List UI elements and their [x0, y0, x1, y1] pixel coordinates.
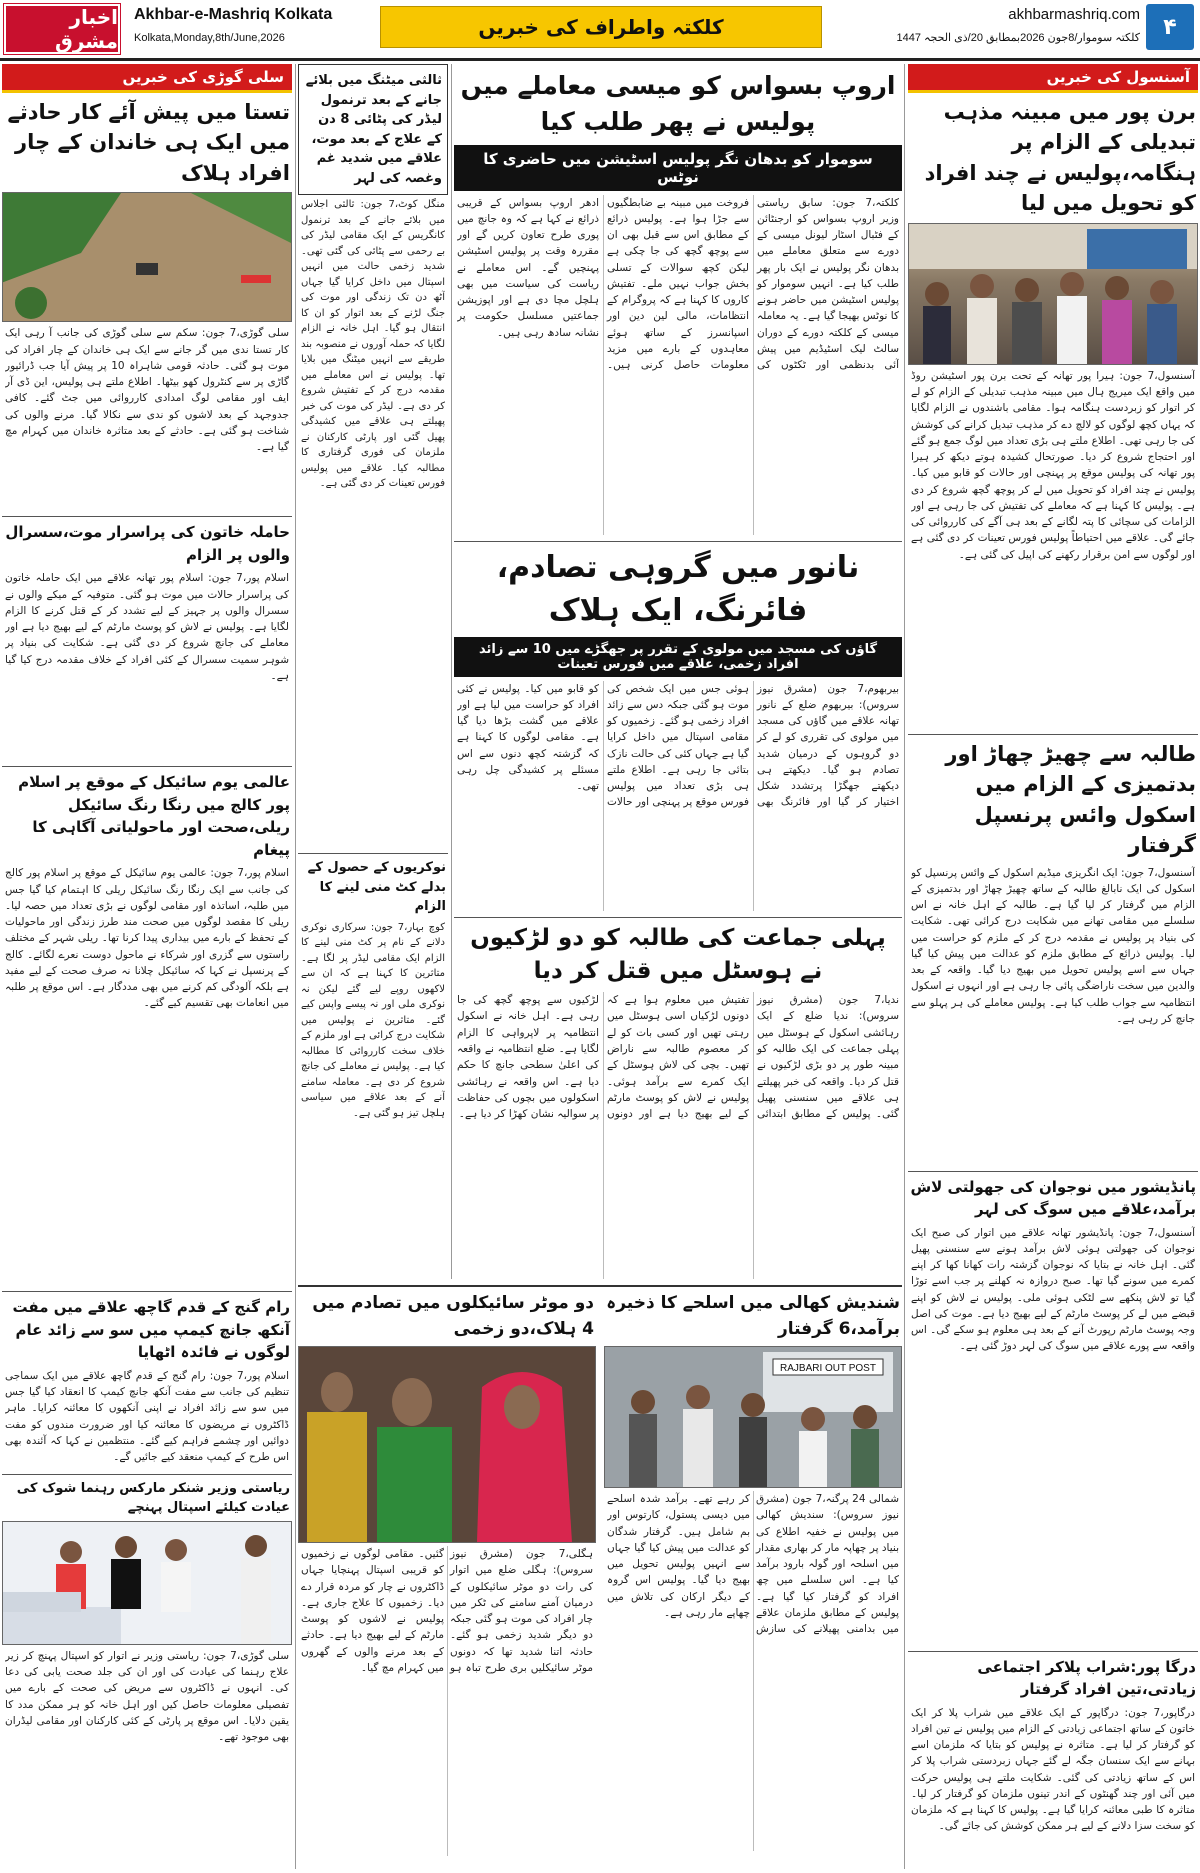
divider	[908, 1171, 1198, 1172]
article-body: آسنسول،7 جون: ایک انگریزی میڈیم اسکول کے وائس پرنسپل کو اسکول کی ایک نابالغ طالبہ کے ساتھ چھیڑ چھاڑ اور بدتمیزی کے الزام میں گرفتار کر لیا گیا ہے۔ طالبہ کے اہل خانہ نے اس سلسلے میں مقامی تھانے میں شکایت درج کرائی تھی۔ شکایت کی بنیاد پر پولیس نے مقدمہ درج کر کے ملزم کو حراست میں لیا۔ پولیس ذرائع کے مطابق ملزم کو عدالت میں پیش کیا گیا جہاں سے اسے پولیس تحویل میں بھیج دیا گیا۔ واقعہ کے بعد والدین میں سخت ناراضگی پائی جا رہی ہے اور انہوں نے اسکول انتظامیہ سے جواب طلب کیا ہے۔ پولیس معاملے کی ہر پہلو سے جانچ کر رہی ہے۔	[911, 866, 1195, 1025]
main-news-column	[454, 64, 902, 1279]
headline: دو موٹر سائیکلوں میں تصادم میں 4 ہلاک،دو زخمی	[312, 1293, 594, 1339]
news-photo-mourners	[298, 1346, 596, 1543]
band-underline	[908, 90, 1198, 93]
crowd-illustration	[908, 224, 1197, 364]
paper-logo: اخبار مشرق	[4, 4, 120, 54]
headline: ریاستی وزیر شنکر مارکس رہنما شوک کی عیادت کیلئے اسپتال پہنچے	[16, 1480, 290, 1516]
headline: عالمی یوم سائیکل کے موقع پر اسلام پور کالج میں رنگا رنگ سائیکل ریلی،صحت اور ماحولیاتی آگاہی کا پیغام	[18, 773, 290, 859]
article-body: سلی گوڑی،7 جون: ریاستی وزیر نے اتوار کو اسپتال پہنچ کر زیر علاج رہنما کی عیادت کی اور ان کی جلد صحت یابی کی دعا کی۔ انہوں نے ڈاکٹروں سے مریض کی صحت کے بارے میں تفصیلی معلومات حاصل کیں اور اہل خانہ کو ہر ممکن مدد کا یقین دلایا۔ اس موقع پر پارٹی کے کئی کارکنان اور مقامی لیڈران بھی موجود تھے۔	[5, 1649, 289, 1744]
column-divider	[451, 64, 452, 1279]
headline: طالبہ سے چھیڑ چھاڑ اور بدتمیزی کے الزام میں اسکول وائس پرنسپل گرفتار	[945, 741, 1196, 858]
lead-headline: اروپ بسواس کو میسی معاملے میں پولیس نے پھر طلب کیا	[460, 71, 896, 137]
masthead	[0, 0, 1200, 61]
article-body: اسلام پور،7 جون: رام گنج کے قدم گاچھ علاقے میں ایک سماجی تنظیم کی جانب سے مفت آنکھ جانچ کیمپ کا انعقاد کیا گیا جس میں سو سے زائد افراد نے اپنی آنکھوں کا معائنہ کرایا۔ ماہر ڈاکٹروں نے مریضوں کا معائنہ کیا اور ضرورت مندوں کو مفت دوائیں اور چشمے فراہم کیے گئے۔ منتظمین نے کہا کہ آئندہ بھی اس طرح کے کیمپ منعقد کیے جائیں گے۔	[5, 1369, 289, 1464]
divider	[2, 1291, 292, 1292]
divider	[2, 516, 292, 517]
police-outpost-illustration	[604, 1347, 901, 1487]
mourners-illustration	[298, 1347, 595, 1542]
headline: تستا میں پیش آئے کار حادثے میں ایک ہی خاندان کے چار افراد ہلاک	[7, 100, 290, 185]
article-body: سلی گوڑی،7 جون: سکم سے سلی گوڑی کی جانب آ رہی ایک کار تستا ندی میں گر جانے سے ایک ہی خاندان کے چار افراد کی موت ہو گئی۔ حادثہ قومی شاہراہ 10 پر پیش آیا جب ڈرائیور گاڑی پر سے کنٹرول کھو بیٹھا۔ اطلاع ملتے ہی پولیس، این ڈی آر ایف اور مقامی لوگ امدادی کارروائی میں جٹ گئے۔ کافی جدوجہد کے بعد لاشوں کو ندی سے نکالا گیا۔ مرنے والوں کی شناخت ہو گئی ہے۔ حادثے کے بعد متاثرہ خاندان میں کہرام مچ گیا ہے۔	[5, 327, 289, 454]
masthead-left	[134, 6, 364, 44]
news-photo-river	[2, 192, 292, 322]
news-photo-hospital	[2, 1521, 292, 1645]
article-body: اسلام پور،7 جون: عالمی یوم سائیکل کے موقع پر اسلام پور کالج کی جانب سے ایک رنگا رنگ سائیکل ریلی کا اہتمام کیا گیا جس میں طلبہ، اساتذہ اور مقامی لوگوں نے بڑی تعداد میں حصہ لیا۔ ریلی کا مقصد لوگوں میں صحت مند طرز زندگی اور ماحولیات کے تحفظ کے بارے میں بیداری پیدا کرنا تھا۔ ریلی شہر کے مختلف راستوں سے گزری اور شرکاء نے ماحول دوست نعرے لگائے۔ کالج کے پرنسپل نے کہا کہ سائیکل چلانا نہ صرف صحت کے لیے مفید ہے بلکہ آلودگی کم کرنے میں بھی مددگار ہے۔ اس موقع پر طلبہ میں انعامات بھی تقسیم کیے گئے۔	[5, 867, 289, 1010]
news-photo-arrest	[604, 1346, 902, 1488]
headline: رام گنج کے قدم گاچھ علاقے میں مفت آنکھ جانچ کیمپ میں سو سے زائد عام لوگوں نے فائدہ اٹھایا	[12, 1298, 290, 1362]
bottom-news-block	[298, 1285, 902, 1871]
website-link[interactable]: akhbarmashriq.com	[1008, 6, 1140, 23]
urdu-date: کلکتہ سوموار/8جون 2026بمطابق 20/ذی الحجہ 1447	[896, 32, 1140, 44]
article-body: اسلام پور،7 جون: اسلام پور تھانہ علاقے میں ایک حاملہ خاتون کی پراسرار حالات میں موت ہو گئی۔ متوفیہ کے میکے والوں نے سسرال والوں پر جہیز کے لیے تشدد کر کے قتل کرنے کا الزام لگایا ہے۔ پولیس نے لاش کو پوسٹ مارٹم کے لیے بھیج دیا ہے اور معاملے کی جانچ شروع کر دی گئی ہے۔ شکایت کی بنیاد پر شوہر سمیت سسرال کے کئی افراد کے خلاف مقدمہ درج کیا گیا ہے۔	[5, 572, 289, 682]
article-body: درگاپور،7 جون: درگاپور کے ایک علاقے میں شراب پلا کر ایک خاتون کے ساتھ اجتماعی زیادتی کے الزام میں پولیس نے تین افراد کو گرفتار کر لیا ہے۔ متاثرہ نے پولیس کو بتایا کہ ملزمان اسے بہانے سے ایک سنسان جگہ لے گئے جہاں زبردستی شراب پلا کر اس کے ساتھ زیادتی کی گئی۔ شکایت ملتے ہی پولیس حرکت میں آئی اور چند گھنٹوں کے اندر تینوں ملزمان کو گرفتار کر لیا۔ متاثرہ کا طبی معائنہ کرایا گیا ہے۔ پولیس کا کہنا ہے کہ ملزمان کو سخت سزا دلانے کے لیے ہر ممکن کوشش کی جائے گی۔	[911, 1706, 1195, 1833]
river-illustration	[2, 193, 291, 321]
article-body: کلکتہ،7 جون: سابق ریاستی وزیر اروپ بسواس کو ارجنٹائن کے فٹبال اسٹار لیونل میسی کے دورے سے متعلق معاملے میں بدھان نگر پولیس نے ایک بار پھر طلب کیا ہے۔ انہیں سوموار کو پولیس اسٹیشن میں حاضر ہونے کا نوٹس بھیجا گیا ہے۔ یہ معاملہ میسی کے کلکتہ دورے کے دوران سالٹ لیک اسٹیڈیم میں پیش آئی بدنظمی اور ٹکٹوں کی فروخت میں مبینہ بے ضابطگیوں سے جڑا ہوا ہے۔ پولیس ذرائع کے مطابق اس سے قبل بھی ان سے پوچھ گچھ کی جا چکی ہے لیکن کچھ سوالات کے تسلی بخش جواب نہیں ملے۔ تفتیش کاروں کا کہنا ہے کہ پروگرام کے انتظامات، مالی لین دین اور اسپانسرز کے ساتھ ہوئے معاہدوں کے بارے میں مزید معلومات حاصل کرنی ہیں۔ ادھر اروپ بسواس کے قریبی ذرائع نے کہا ہے کہ وہ جانچ میں پوری طرح تعاون کریں گے اور مقررہ وقت پر پولیس اسٹیشن پہنچیں گے۔ اس معاملے نے ریاست کی سیاست میں بھی ہلچل مچا دی ہے اور اپوزیشن جماعتیں مسلسل حکومت پر نشانہ سادھ رہی ہیں۔	[457, 196, 899, 372]
article-body: شمالی 24 پرگنہ،7 جون (مشرق نیوز سروس): سندیش کھالی میں پولیس نے خفیہ اطلاع کی بنیاد پر چھاپہ مار کر بھاری مقدار میں اسلحہ اور گولہ بارود برآمد کیا ہے۔ اس سلسلے میں چھ افراد کو گرفتار کیا گیا ہے۔ پولیس کے مطابق ملزمان علاقے میں بدامنی پھیلانے کی سازش کر رہے تھے۔ برآمد شدہ اسلحے میں دیسی پستول، کارتوس اور بم شامل ہیں۔ گرفتار شدگان کو عدالت میں پیش کیا گیا جہاں سے انہیں پولیس تحویل میں بھیج دیا گیا۔ پولیس اس گروہ کے دیگر ارکان کی تلاش میں چھاپے مار رہی ہے۔	[607, 1493, 899, 1636]
article-body: کوچ بہار،7 جون: سرکاری نوکری دلانے کے نام پر کٹ منی لینے کا الزام ایک مقامی لیڈر پر لگا ہے۔ متاثرین کا کہنا ہے کہ ان سے لاکھوں روپے لیے گئے لیکن نہ نوکری ملی اور نہ پیسے واپس کیے گئے۔ متاثرین نے پولیس میں شکایت درج کرائی ہے اور ملزم کے خلاف سخت کارروائی کا مطالبہ کیا ہے۔ پولیس نے معاملے کی جانچ شروع کر دی ہے۔ معاملہ سامنے آنے کے بعد علاقے میں سیاسی ہلچل تیز ہو گئی ہے۔	[301, 921, 445, 1119]
headline: پہلی جماعت کی طالبہ کو دو لڑکیوں نے ہوسٹل میں قتل کر دیا	[470, 924, 886, 984]
section-band-asansol: آسنسول کی خبریں	[908, 64, 1198, 90]
band-underline	[2, 90, 292, 93]
headline: نانور میں گروہی تصادم، فائرنگ، ایک ہلاک	[496, 549, 860, 628]
headline: ثالثی میٹنگ میں بلائے جانے کے بعد ترنمول لیڈر کی پٹائی 8 دن کے علاج کے بعد موت، علاقے میں شدید غم وغصہ کی لہر	[305, 73, 442, 186]
subheadline: گاؤں کی مسجد میں مولوی کے تقرر پر جھگڑے میں 10 سے زائد افراد زخمی، علاقے میں فورس تعینات	[454, 637, 902, 677]
section-band-siliguri: سلی گوڑی کی خبریں	[2, 64, 292, 90]
siliguri-news-column	[2, 64, 292, 1869]
divider	[908, 734, 1198, 735]
masthead-right	[840, 6, 1140, 44]
divider	[454, 541, 902, 542]
story-bike-collision	[298, 1287, 596, 1867]
headline: پانڈیشور میں نوجوان کی جھولتی لاش برآمد،علاقے میں سوگ کی لہر	[910, 1177, 1196, 1218]
article-body: منگل کوٹ،7 جون: ثالثی اجلاس میں بلائے جانے کے بعد ترنمول کانگریس کے ایک مقامی لیڈر کی بے رحمی سے پٹائی کی گئی تھی۔ شدید زخمی حالت میں انہیں اسپتال میں داخل کرایا گیا جہاں آٹھ دن تک زندگی اور موت کی جنگ لڑنے کے بعد اتوار کو ان کا انتقال ہو گیا۔ اہل خانہ نے الزام لگایا کہ حملہ آوروں نے منصوبہ بند طریقے سے انہیں میٹنگ میں بلایا تھا۔ پولیس نے اس معاملے میں مقدمہ درج کر کے تفتیش شروع کر دی ہے۔ لیڈر کی موت کی خبر پھیلتے ہی علاقے میں کشیدگی پھیل گئی اور پارٹی کارکنان نے ملزمان کی فوری گرفتاری کا مطالبہ کیا۔ علاقے میں پولیس فورس تعینات کر دی گئی ہے۔	[301, 199, 445, 489]
headline: درگا پور:شراب پلاکر اجتماعی زیادتی،تین افراد گرفتار	[977, 1657, 1196, 1698]
headline: نوکریوں کے حصول کے بدلے کٹ منی لینے کا الزام	[307, 860, 446, 914]
english-date: Kolkata,Monday,8th/June,2026	[134, 32, 285, 44]
story-arms-recovery	[604, 1287, 902, 1867]
page-number-badge: ۴	[1146, 4, 1194, 50]
lead-subheadline: سوموار کو بدھان نگر پولیس اسٹیشن میں حاضری کا نوٹس	[454, 145, 902, 191]
news-photo-crowd	[908, 223, 1198, 365]
hospital-visit-illustration	[2, 1522, 291, 1644]
paper-name: Akhbar-e-Mashriq Kolkata	[134, 6, 333, 23]
headline: حاملہ خاتون کی پراسرار موت،سسرال والوں پر الزام	[5, 523, 290, 564]
column-divider	[295, 64, 296, 1869]
narrow-news-column	[298, 64, 448, 1279]
section-title: کلکتہ واطراف کی خبریں	[380, 6, 822, 48]
divider	[298, 853, 448, 854]
story-box	[298, 64, 448, 195]
divider	[2, 766, 292, 767]
article-body: آسنسول،7 جون: ہیرا پور تھانہ کے تحت برن پور اسٹیشن روڈ میں واقع ایک میریج ہال میں مبینہ مذہب تبدیلی کے الزام کو لے کر اتوار کو زبردست ہنگامہ ہوا۔ مقامی باشندوں نے الزام لگایا کہ یہاں کچھ لوگوں کو لالچ دے کر مذہب تبدیل کرانے کی کوشش کی جا رہی تھی۔ اطلاع ملتے ہی بڑی تعداد میں لوگ جمع ہو گئے اور احتجاج شروع کر دیا۔ صورتحال کشیدہ ہوتے دیکھ کر ہیرا پور تھانہ کی پولیس موقع پر پہنچی اور حالات کو قابو میں کیا۔ پولیس نے چند افراد کو تحویل میں لے کر پوچھ گچھ شروع کر دی ہے۔ پولیس کا کہنا ہے کہ معاملے کی تفتیش کی جا رہی ہے اور الزامات کی سچائی کا پتہ لگانے کے بعد ہی آگے کی کارروائی کی جائے گی۔ علاقے میں احتیاطاً پولیس فورس تعینات کر دی گئی ہے اور لوگوں سے امن برقرار رکھنے کی اپیل کی گئی ہے۔	[911, 369, 1195, 561]
divider	[908, 1651, 1198, 1652]
article-body: بیربھوم،7 جون (مشرق نیوز سروس): بیربھوم ضلع کے نانور تھانہ علاقے میں گاؤں کی مسجد میں مولوی کی تقرری کو لے کر دو گروہوں کے درمیان شدید تصادم ہو گیا۔ دیکھتے ہی دیکھتے جھگڑا پرتشدد شکل اختیار کر گیا اور فائرنگ بھی ہوئی جس میں ایک شخص کی موت ہو گئی جبکہ دس سے زائد افراد زخمی ہو گئے۔ زخمیوں کو مقامی اسپتال میں داخل کرایا گیا ہے جہاں کئی کی حالت نازک بتائی جا رہی ہے۔ اطلاع ملتے ہی بڑی تعداد میں پولیس فورس موقع پر پہنچی اور حالات کو قابو میں کیا۔ پولیس نے کئی افراد کو حراست میں لیا ہے اور علاقے میں گشت بڑھا دیا گیا ہے۔ مقامی لوگوں کا کہنا ہے کہ گزشتہ کچھ دنوں سے اس مسئلے پر کشیدگی چل رہی تھی۔	[457, 682, 899, 809]
outpost-sign-text: RAJBARI OUT POST	[780, 1363, 876, 1374]
divider	[454, 917, 902, 918]
headline: برن پور میں مبینہ مذہب تبدیلی کے الزام پر ہنگامہ،پولیس نے چند افراد کو تحویل میں لیا	[924, 100, 1196, 216]
column-divider	[904, 64, 905, 1869]
article-body: آسنسول،7 جون: پانڈیشور تھانہ علاقے میں اتوار کی صبح ایک نوجوان کی جھولتی ہوئی لاش برآمد ہونے سے سنسنی پھیل گئی۔ اہل خانہ نے بتایا کہ نوجوان گزشتہ رات کھانا کھا کر اپنے کمرے میں سونے گیا تھا۔ صبح دروازہ نہ کھلنے پر جب اسے توڑا گیا تو لاش پنکھے سے لٹکی ہوئی ملی۔ پولیس نے لاش کو اپنے قبضے میں لے کر پوسٹ مارٹم کے لیے بھیج دیا ہے۔ موت کی اصل وجہ پوسٹ مارٹم رپورٹ آنے کے بعد ہی معلوم ہو سکے گی۔ اس واقعہ سے پورے علاقے میں سوگ کی لہر دوڑ گئی ہے۔	[911, 1226, 1195, 1353]
divider	[2, 1474, 292, 1475]
article-body: ہگلی،7 جون (مشرق نیوز سروس): ہگلی ضلع میں اتوار کی رات دو موٹر سائیکلوں کے درمیان آمنے سامنے کی ٹکر میں چار افراد کی موت ہو گئی جبکہ دو دیگر شدید زخمی ہو گئے۔ حادثہ اتنا شدید تھا کہ دونوں موٹر سائیکلیں بری طرح تباہ ہو گئیں۔ مقامی لوگوں نے زخمیوں کو قریبی اسپتال پہنچایا جہاں ڈاکٹروں نے چار کو مردہ قرار دے دیا۔ زخمیوں کا علاج جاری ہے۔ پولیس نے لاشوں کو پوسٹ مارٹم کے لیے بھیج دیا ہے۔ حادثے کے بعد مرنے والوں کے گھروں میں کہرام مچ گیا۔	[301, 1548, 593, 1674]
asansol-news-column	[908, 64, 1198, 1869]
headline: شندیش کھالی میں اسلحے کا ذخیرہ برآمد،6 گرفتار	[606, 1293, 900, 1339]
article-body: ندیا،7 جون (مشرق نیوز سروس): ندیا ضلع کے ایک رہائشی اسکول کے ہوسٹل میں پہلی جماعت کی ایک طالبہ کو مبینہ طور پر دو بڑی لڑکیوں نے قتل کر دیا۔ واقعہ کی خبر پھیلتے ہی علاقے میں سنسنی پھیل گئی۔ پولیس کے مطابق ابتدائی تفتیش میں معلوم ہوا ہے کہ دونوں لڑکیاں اسی ہوسٹل میں رہتی تھیں اور کسی بات کو لے کر معصوم طالبہ سے ناراض تھیں۔ بچی کی لاش ہوسٹل کے ایک کمرے سے برآمد ہوئی۔ پولیس نے لاش کو پوسٹ مارٹم کے لیے بھیج دیا ہے اور دونوں لڑکیوں سے پوچھ گچھ کی جا رہی ہے۔ اہل خانہ نے اسکول انتظامیہ پر لاپرواہی کا الزام لگایا ہے۔ ضلع انتظامیہ نے واقعہ کی اعلیٰ سطحی جانچ کا حکم دیا ہے۔ اس واقعہ نے رہائشی اسکولوں میں بچوں کی حفاظت پر سوالیہ نشان کھڑا کر دیا ہے۔	[457, 994, 899, 1121]
